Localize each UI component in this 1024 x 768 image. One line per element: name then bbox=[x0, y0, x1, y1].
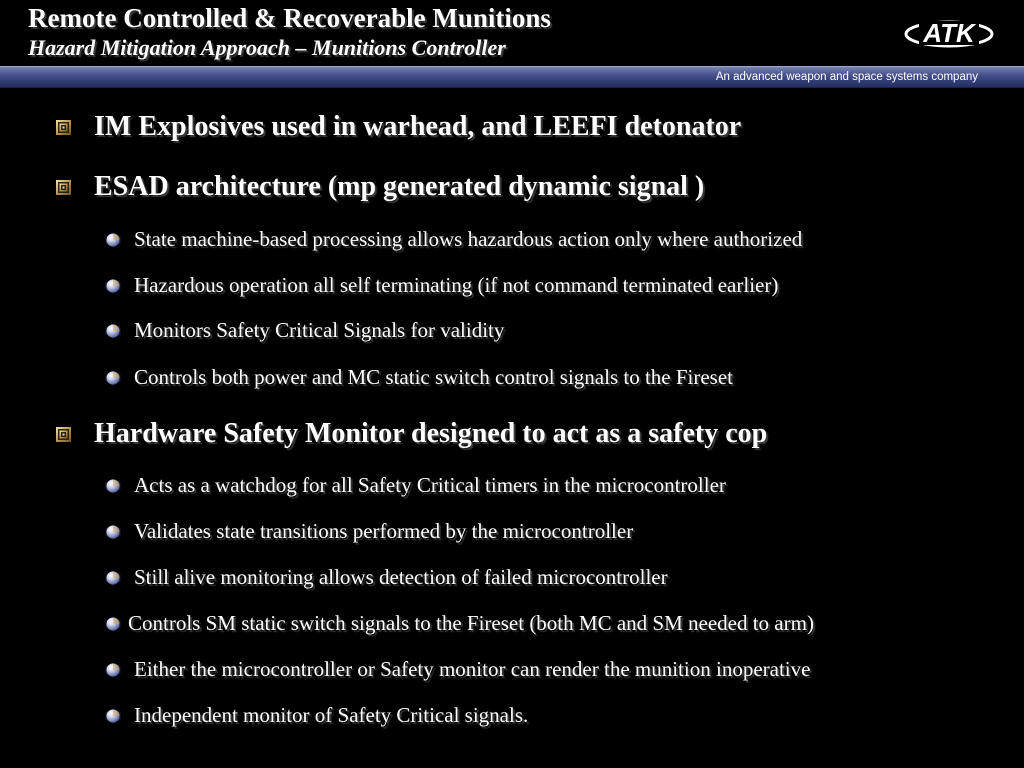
bullet-text: IM Explosives used in warhead, and LEEFI detonator bbox=[94, 111, 742, 142]
bullet-text: ESAD architecture (mp generated dynamic signal ) bbox=[94, 171, 705, 202]
sub-bullet-text: Validates state transitions performed by the microcontroller bbox=[134, 519, 634, 543]
sub-bullet-text: State machine-based processing allows hazardous action only where authorized bbox=[134, 227, 803, 251]
sphere-bullet-icon bbox=[105, 232, 121, 248]
slide-content bbox=[0, 88, 1024, 768]
bullet-level2 bbox=[0, 223, 1024, 255]
company-tagline: An advanced weapon and space systems company bbox=[715, 71, 978, 83]
sub-bullet-text: Controls both power and MC static switch control signals to the Fireset bbox=[134, 365, 734, 389]
bullet-level1 bbox=[0, 107, 1024, 147]
sphere-bullet-icon bbox=[105, 370, 121, 386]
bullet-level2 bbox=[0, 607, 1024, 639]
slide-title: Remote Controlled & Recoverable Munitions bbox=[28, 3, 551, 33]
sphere-bullet-icon bbox=[105, 662, 121, 678]
sub-bullet-text: Independent monitor of Safety Critical signals. bbox=[134, 703, 529, 727]
square-spiral-bullet-icon bbox=[56, 180, 71, 195]
bullet-level2 bbox=[0, 314, 1024, 346]
sphere-bullet-icon bbox=[105, 278, 121, 294]
bullet-text: Hardware Safety Monitor designed to act as a safety cop bbox=[94, 418, 768, 449]
square-spiral-bullet-icon bbox=[56, 427, 71, 442]
atk-logo bbox=[903, 10, 995, 54]
sub-bullet-text: Acts as a watchdog for all Safety Critical timers in the microcontroller bbox=[134, 473, 726, 497]
bullet-level2 bbox=[0, 515, 1024, 547]
sphere-bullet-icon bbox=[105, 524, 121, 540]
sphere-bullet-icon bbox=[105, 323, 121, 339]
sphere-bullet-icon bbox=[105, 570, 121, 586]
bullet-level1 bbox=[0, 167, 1024, 207]
sub-bullet-text: Controls SM static switch signals to the Fireset (both MC and SM needed to arm) bbox=[128, 611, 814, 635]
sub-bullet-text: Hazardous operation all self terminating (if not command terminated earlier) bbox=[134, 273, 779, 297]
sub-bullet-text: Either the microcontroller or Safety monitor can render the munition inoperative bbox=[134, 657, 811, 681]
bullet-level2 bbox=[0, 361, 1024, 393]
bullet-level2 bbox=[0, 469, 1024, 501]
atk-logo-text: ATK bbox=[923, 18, 975, 48]
slide-header bbox=[0, 0, 1024, 66]
slide-subtitle: Hazard Mitigation Approach – Munitions Controller bbox=[28, 35, 506, 60]
header-band bbox=[0, 66, 1024, 88]
sphere-bullet-icon bbox=[105, 616, 121, 632]
square-spiral-bullet-icon bbox=[56, 120, 71, 135]
sphere-bullet-icon bbox=[105, 478, 121, 494]
bullet-level1 bbox=[0, 414, 1024, 454]
bullet-level2 bbox=[0, 699, 1024, 731]
sub-bullet-text: Still alive monitoring allows detection of failed microcontroller bbox=[134, 565, 668, 589]
bullet-level2 bbox=[0, 653, 1024, 685]
bullet-level2 bbox=[0, 269, 1024, 301]
sub-bullet-text: Monitors Safety Critical Signals for validity bbox=[134, 318, 505, 342]
bullet-level2 bbox=[0, 561, 1024, 593]
sphere-bullet-icon bbox=[105, 708, 121, 724]
